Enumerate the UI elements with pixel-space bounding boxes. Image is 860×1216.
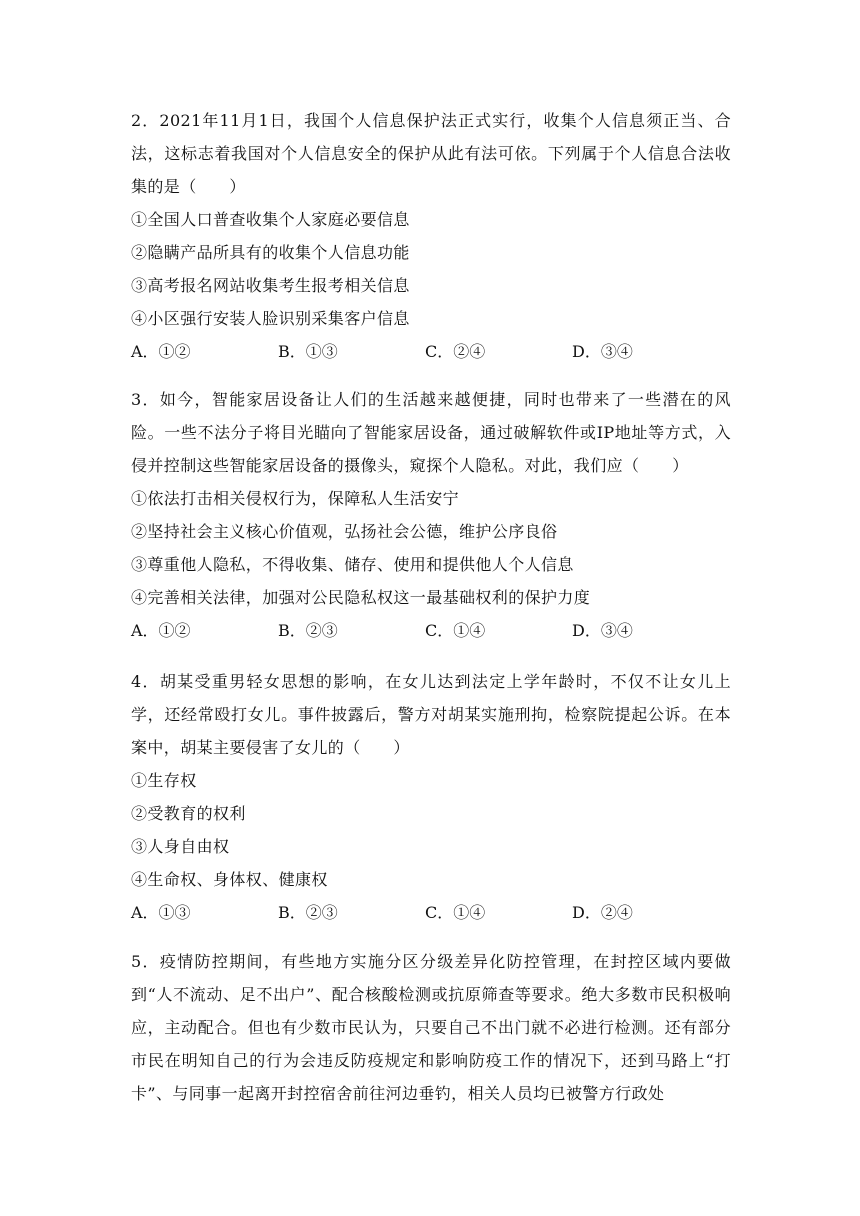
choice-d: D．②④ bbox=[572, 903, 633, 922]
choice-c: C．①④ bbox=[425, 903, 486, 922]
option-item: ②受教育的权利 bbox=[131, 804, 246, 823]
question-2 bbox=[131, 104, 731, 368]
option-item: ④小区强行安装人脸识别采集客户信息 bbox=[131, 309, 410, 328]
question-stem: 2．2021年11月1日，我国个人信息保护法正式实行，收集个人信息须正当、合法，这标志着我国对个人信息安全的保护从此有法可依。下列属于个人信息合法收集的是（ ） bbox=[131, 111, 731, 196]
option-item: ④完善相关法律，加强对公民隐私权这一最基础权利的保护力度 bbox=[131, 588, 591, 607]
question-stem: 5．疫情防控期间，有些地方实施分区分级差异化防控管理，在封控区域内要做到“人不流动、足不出户”、配合核酸检测或抗原筛查等要求。绝大多数市民积极响应，主动配合。但也有少数市民认为，只要自己不出门就不必进行检测。还有部分市民在明知自己的行为会违反防疫规定和影响防疫工作的情况下，还到马路上“打卡”、与同事一起离开封控宿舍前往河边垂钓，相关人员均已被警方行政处 bbox=[131, 952, 731, 1103]
choice-c: C．②④ bbox=[425, 342, 486, 361]
question-4 bbox=[131, 665, 731, 929]
option-item: ①生存权 bbox=[131, 771, 197, 790]
choice-a: A．①② bbox=[131, 342, 191, 361]
choice-c: C．①④ bbox=[425, 621, 486, 640]
option-item: ④生命权、身体权、健康权 bbox=[131, 870, 328, 889]
choice-a: A．①③ bbox=[131, 903, 191, 922]
option-item: ③高考报名网站收集考生报考相关信息 bbox=[131, 276, 410, 295]
question-5 bbox=[131, 945, 731, 1110]
question-stem: 3．如今，智能家居设备让人们的生活越来越便捷，同时也带来了一些潜在的风险。一些不法分子将目光瞄向了智能家居设备，通过破解软件或IP地址等方式，入侵并控制这些智能家居设备的摄像头，窥探个人隐私。对此，我们应（ ） bbox=[131, 390, 731, 475]
choice-a: A．①② bbox=[131, 621, 191, 640]
answer-choices bbox=[131, 614, 731, 647]
option-item: ③尊重他人隐私，不得收集、储存、使用和提供他人个人信息 bbox=[131, 555, 574, 574]
option-item: ①依法打击相关侵权行为，保障私人生活安宁 bbox=[131, 489, 460, 508]
question-stem: 4．胡某受重男轻女思想的影响，在女儿达到法定上学年龄时，不仅不让女儿上学，还经常殴打女儿。事件披露后，警方对胡某实施刑拘，检察院提起公诉。在本案中，胡某主要侵害了女儿的（ ） bbox=[131, 672, 731, 757]
question-3 bbox=[131, 383, 731, 647]
choice-d: D．③④ bbox=[572, 621, 633, 640]
option-item: ③人身自由权 bbox=[131, 837, 230, 856]
choice-b: B．②③ bbox=[278, 903, 338, 922]
choice-b: B．①③ bbox=[278, 342, 338, 361]
choice-d: D．③④ bbox=[572, 342, 633, 361]
option-item: ②坚持社会主义核心价值观，弘扬社会公德，维护公序良俗 bbox=[131, 522, 558, 541]
option-item: ①全国人口普查收集个人家庭必要信息 bbox=[131, 210, 410, 229]
answer-choices bbox=[131, 335, 731, 368]
choice-b: B．②③ bbox=[278, 621, 338, 640]
option-item: ②隐瞒产品所具有的收集个人信息功能 bbox=[131, 243, 410, 262]
answer-choices bbox=[131, 896, 731, 929]
